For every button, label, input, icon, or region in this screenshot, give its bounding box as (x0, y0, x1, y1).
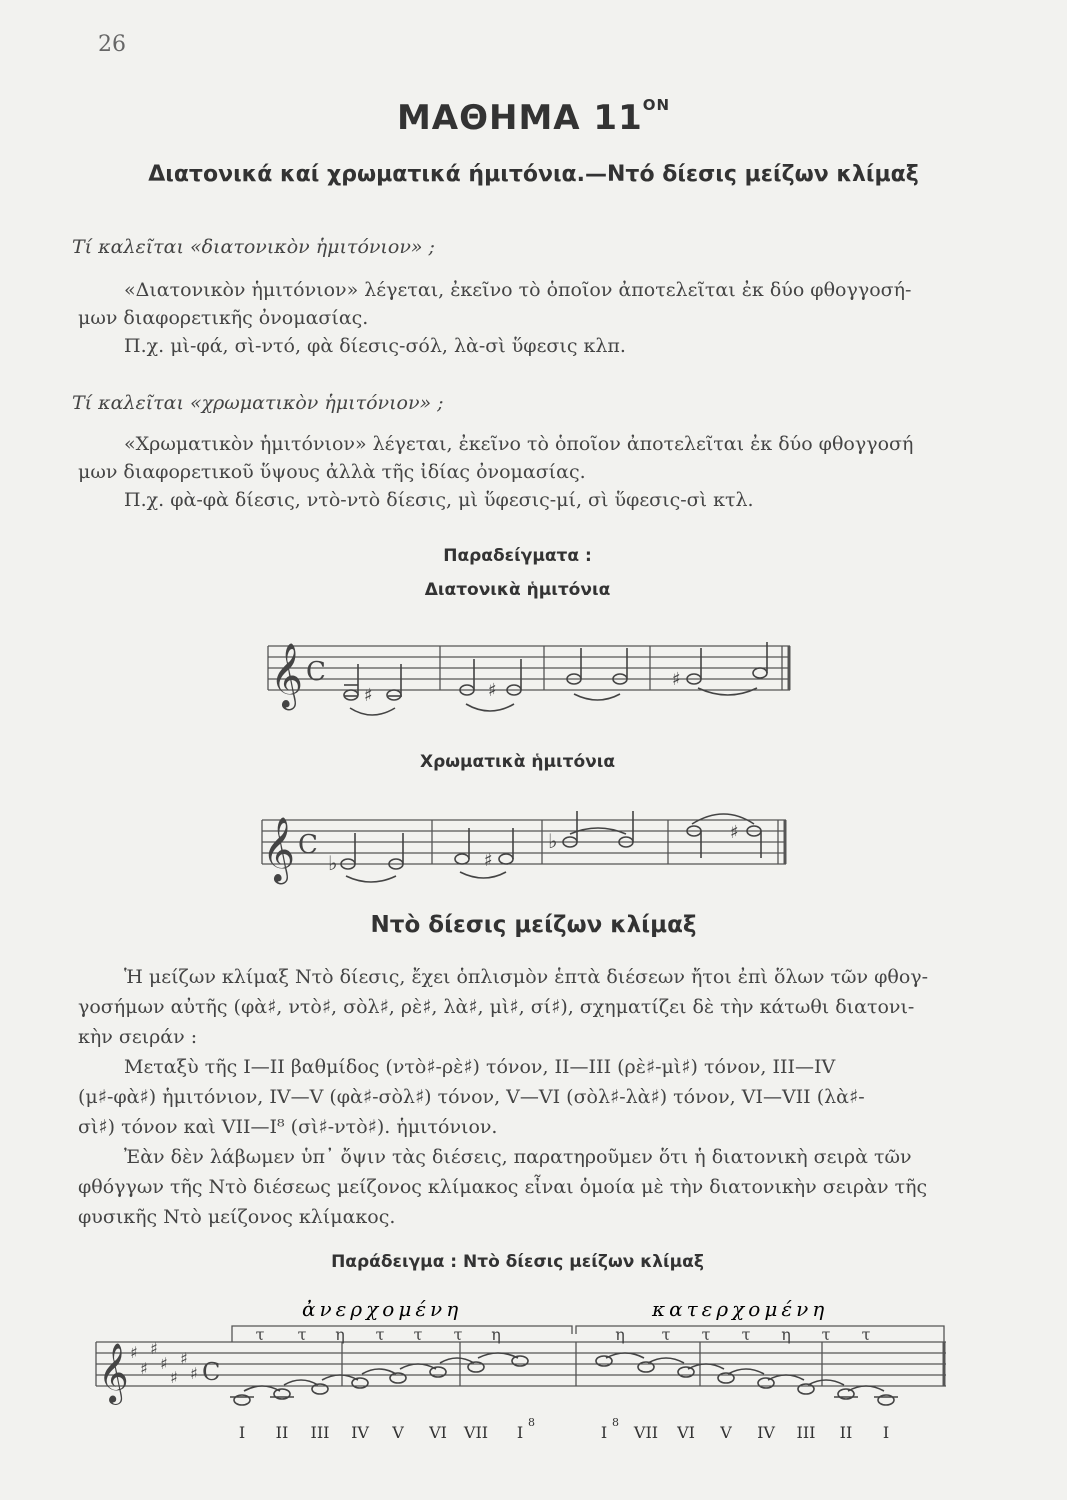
key-sharp-icon: ♯ (160, 1354, 168, 1373)
scale-tie (284, 1380, 318, 1385)
key-sharp-icon: ♯ (190, 1364, 198, 1383)
text-line: φυσικῆς Ντὸ μείζονος κλίμακος. (78, 1206, 396, 1228)
degree-numeral: VII (463, 1423, 489, 1442)
degree-numeral: V (392, 1423, 404, 1442)
common-time-icon: C (298, 830, 318, 860)
scale-tie (400, 1364, 436, 1369)
lesson-title-main: ΜΑΘΗΜΑ 11 (396, 98, 643, 138)
interval-mark: η (491, 1325, 501, 1344)
tie (698, 688, 757, 695)
scale-description (78, 962, 988, 1232)
degree-numeral: I (882, 1423, 890, 1442)
degree-numeral: III (310, 1423, 330, 1442)
common-time-icon: C (306, 657, 326, 687)
answer-chromatic (78, 430, 984, 514)
question-chromatic: Τί καλεῖται «χρωματικὸν ἡμιτόνιον» ; (72, 392, 444, 414)
example-heading: Παράδειγμα : Ντὸ δίεσις μείζων κλίμαξ (331, 1252, 704, 1272)
scale-tie (440, 1358, 474, 1363)
scale-tie (606, 1353, 644, 1358)
treble-clef-icon: 𝄞 (98, 1343, 129, 1403)
staff-diatonic (262, 628, 798, 724)
degree-numeral: VI (677, 1423, 695, 1442)
flat-icon: ♭ (328, 851, 338, 875)
key-sharp-icon: ♯ (180, 1349, 188, 1368)
text-line: φθόγγων τῆς Ντὸ διέσεως μείζονος κλίμακος εἶναι ὁμοία μὲ τὴν διατονικὴν σειρὰν τῆς (78, 1176, 928, 1198)
staff-lines (96, 1342, 946, 1386)
degree-superscript: 8 (612, 1416, 619, 1429)
interval-mark: τ (861, 1325, 871, 1344)
answer-line: μων διαφορετικοῦ ὕψους ἀλλὰ τῆς ἰδίας ὀνομασίας. (78, 461, 586, 483)
note (344, 690, 358, 700)
note (455, 854, 469, 864)
scale-notes (230, 1353, 898, 1405)
common-time-icon: C (202, 1358, 221, 1386)
question-diatonic: Τί καλεῖται «διατονικὸν ἡμιτόνιον» ; (72, 236, 435, 258)
answer-line: «Χρωματικὸν ἡμιτόνιον» λέγεται, ἐκεῖνο τὸ ὁποῖον ἀποτελεῖται ἐκ δύο φθογγοσή (124, 433, 914, 455)
scale-tie (362, 1369, 396, 1374)
example-line: Π.χ. φὰ-φὰ δίεσις, ντὸ-ντὸ δίεσις, μὶ ὕφεσις-μί, σὶ ὕφεσις-σὶ κτλ. (124, 489, 754, 511)
interval-mark: τ (701, 1325, 711, 1344)
text-line: σὶ♯) τόνον καὶ VII—I⁸ (σὶ♯-ντὸ♯). ἡμιτόνιον. (78, 1116, 498, 1138)
tie (466, 704, 514, 711)
degree-numerals (239, 1416, 889, 1442)
interval-mark: η (781, 1325, 791, 1344)
tie (574, 694, 620, 700)
scale-tie (244, 1386, 280, 1391)
answer-diatonic (78, 276, 984, 360)
text-line: γοσήμων αὐτῆς (φὰ♯, ντὸ♯, σὸλ♯, ρὲ♯, λὰ♯, μὶ♯, σί♯), σχηματίζει δὲ τὴν κάτωθι διατονι- (78, 996, 915, 1018)
degree-numeral: VI (429, 1423, 447, 1442)
interval-mark: τ (453, 1325, 463, 1344)
descending-label: κατερχομένη (652, 1297, 829, 1321)
key-sharp-icon: ♯ (170, 1368, 178, 1387)
degree-numeral: I (516, 1423, 524, 1442)
degree-numeral: IV (757, 1423, 775, 1442)
examples-heading: Παραδείγματα : (443, 546, 592, 566)
diatonic-label: Διατονικὰ ἡμιτόνια (424, 580, 611, 600)
sharp-icon: ♯ (364, 685, 373, 706)
text-line: κὴν σειράν : (78, 1026, 198, 1048)
scale-tie (728, 1369, 764, 1374)
text-line: Ἐὰν δὲν λάβωμεν ὑπ᾽ ὄψιν τὰς διέσεις, παρατηροῦμεν ὅτι ἡ διατονικὴ σειρὰ τῶν (124, 1146, 912, 1168)
sharp-icon: ♯ (484, 850, 493, 871)
sharp-icon: ♯ (730, 822, 739, 843)
sharp-icon: ♯ (488, 680, 497, 701)
interval-mark: τ (297, 1325, 307, 1344)
note (387, 690, 401, 700)
interval-mark: η (615, 1325, 625, 1344)
text-line: Μεταξὺ τῆς I—II βαθμίδος (ντὸ♯-ρὲ♯) τόνον, II—III (ρὲ♯-μὶ♯) τόνον, III—IV (124, 1056, 836, 1078)
staff-lines (262, 820, 786, 864)
staff-chromatic (256, 800, 792, 890)
key-sharp-icon: ♯ (130, 1343, 138, 1362)
degree-numeral: VII (633, 1423, 659, 1442)
interval-mark: τ (821, 1325, 831, 1344)
interval-mark: τ (255, 1325, 265, 1344)
staff-lines (268, 646, 790, 690)
flat-icon: ♭ (548, 829, 558, 853)
degree-numeral: I (600, 1423, 608, 1442)
chromatic-label: Χρωματικὰ ἡμιτόνια (419, 752, 616, 772)
degree-superscript: 8 (528, 1416, 535, 1429)
tie (350, 708, 395, 715)
interval-mark: τ (375, 1325, 385, 1344)
key-sharp-icon: ♯ (140, 1359, 148, 1378)
scale-tie (322, 1375, 358, 1380)
note (753, 668, 767, 678)
degree-numeral: III (796, 1423, 816, 1442)
text-line: (μ♯-φὰ♯) ἡμιτόνιον, IV—V (φὰ♯-σὸλ♯) τόνον, V—VI (σὸλ♯-λὰ♯) τόνον, VI—VII (λὰ♯- (78, 1086, 865, 1108)
note (499, 854, 513, 864)
text-line: Ἡ μείζων κλίμαξ Ντὸ δίεσις, ἔχει ὁπλισμὸν ἑπτὰ διέσεων ἤτοι ἐπὶ ὅλων τῶν φθογ- (124, 966, 929, 988)
answer-line: μων διαφορετικῆς ὀνομασίας. (78, 307, 369, 329)
degree-numeral: II (275, 1423, 289, 1442)
degree-numeral: I (238, 1423, 246, 1442)
answer-line: «Διατονικὸν ἡμιτόνιον» λέγεται, ἐκεῖνο τὸ ὁποῖον ἀποτελεῖται ἐκ δύο φθογγοσή- (124, 279, 912, 301)
page-number: 26 (98, 32, 126, 57)
scale-heading: Ντὸ δίεσις μείζων κλίμαξ (370, 912, 697, 938)
lesson-subtitle: Διατονικά καί χρωματικά ήμιτόνια.—Ντό δίεσις μείζων κλίμαξ (148, 162, 919, 187)
example-line: Π.χ. μὶ-φά, σὶ-ντό, φὰ δίεσις-σόλ, λὰ-σὶ ὕφεσις κλπ. (124, 335, 626, 357)
lesson-title (0, 98, 1067, 138)
treble-clef-icon: 𝄞 (270, 643, 304, 708)
treble-clef-icon: 𝄞 (262, 817, 296, 882)
tie (346, 876, 396, 882)
lesson-title-sup: ΟΝ (642, 96, 671, 114)
interval-marks (256, 1325, 871, 1344)
interval-mark: τ (741, 1325, 751, 1344)
scale-staff (92, 1290, 952, 1470)
scale-tie (848, 1386, 884, 1391)
scale-tie (648, 1358, 684, 1363)
scale-tie (768, 1375, 804, 1380)
sharp-icon: ♯ (672, 669, 681, 690)
tie (692, 814, 754, 824)
ascending-label: ἀνερχομένη (302, 1297, 463, 1321)
degree-numeral: V (720, 1423, 732, 1442)
tie (460, 872, 506, 878)
scale-tie (478, 1353, 518, 1358)
scale-tie (688, 1364, 724, 1369)
degree-numeral: II (839, 1423, 853, 1442)
key-sharp-icon: ♯ (150, 1339, 158, 1358)
degree-numeral: IV (351, 1423, 369, 1442)
interval-mark: τ (413, 1325, 423, 1344)
interval-mark: τ (661, 1325, 671, 1344)
interval-mark: η (335, 1325, 345, 1344)
scale-tie (808, 1380, 844, 1385)
